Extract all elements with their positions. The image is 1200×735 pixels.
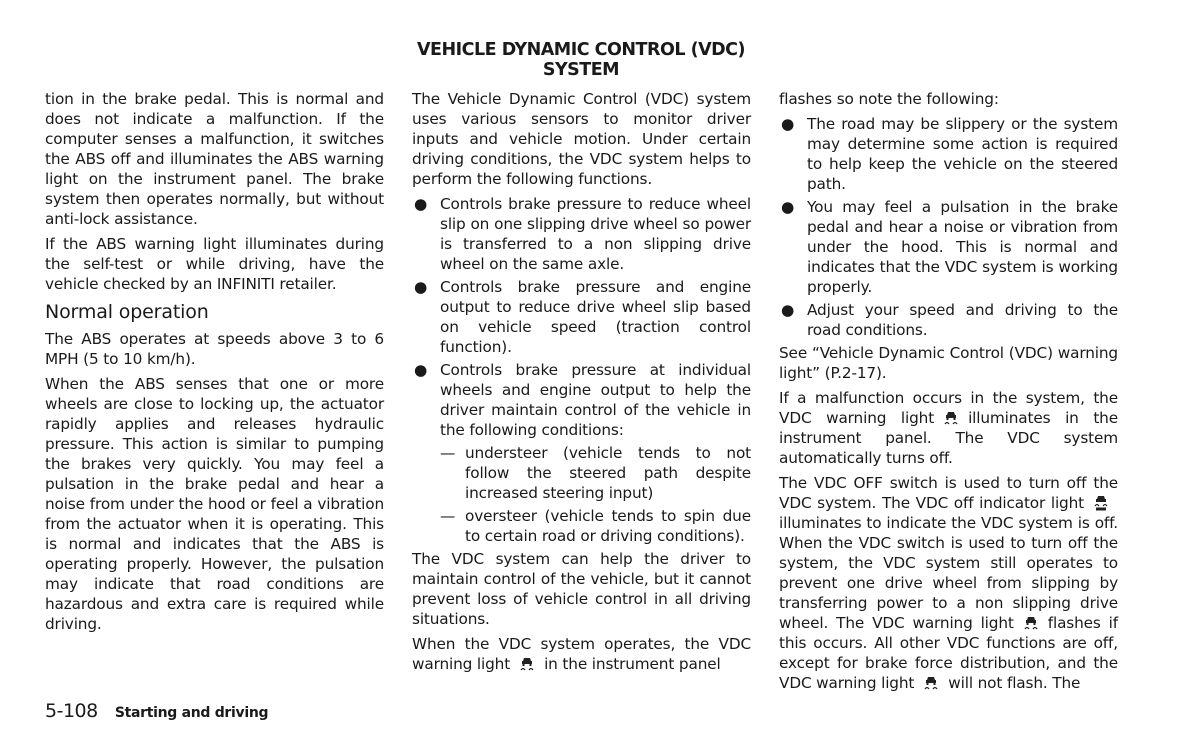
paragraph: The ABS operates at speeds above 3 to 6 MPH (5 to 10 km/h). (45, 330, 384, 368)
text-run: The VDC OFF switch is used to turn off the VDC system. The VDC off indicator light (779, 474, 1118, 512)
column-left (45, 89, 384, 639)
text-run: illuminates to indicate the VDC system is off. When the VDC switch is used to turn off the system, the VDC system still operates to prevent one drive wheel from slipping by transferring power to a non slipping drive wheel. The VDC warning light (779, 514, 1118, 632)
column-middle (412, 89, 751, 679)
text-run: will not flash. The (948, 674, 1081, 692)
page-number: 5-108 (45, 700, 98, 722)
bullet-item (412, 194, 751, 274)
bullet-text: Adjust your speed and driving to the road conditions. (807, 301, 1118, 339)
text-run: If a malfunction occurs in the system, the VDC warning light (779, 389, 1118, 427)
bullet-icon: ● (781, 115, 795, 133)
bullet-item (779, 300, 1118, 340)
bullet-icon: ● (781, 301, 795, 319)
paragraph: When the ABS senses that one or more wheels are close to locking up, the actuator rapidly applies and releases hydraulic pressure. This action is similar to pumping the brakes very quickly. You may feel a pulsation in the brake pedal and hear a noise from under the hood or feel a vibration from the actuator when it is operating. This is normal and indicates that the ABS is operating properly. However, the pulsation may indicate that road conditions are hazardous and extra care is required while driving. (45, 375, 384, 633)
bullet-item (779, 197, 1118, 297)
paragraph: flashes so note the following: (779, 90, 999, 108)
section-heading: Normal operation (45, 301, 209, 323)
vdc-warning-icon (922, 673, 940, 691)
section-name: Starting and driving (114, 705, 269, 721)
bullet-text: The road may be slippery or the system may determine some action is required to help keep the vehicle on the steered path. (807, 115, 1118, 193)
text-run: flashes if this occurs. All other VDC functions are off, except for brake force distribution, and the VDC warning light (779, 614, 1118, 692)
paragraph: See “Vehicle Dynamic Control (VDC) warning light” (P.2-17). (779, 344, 1118, 382)
bullet-text: Controls brake pressure at individual wheels and engine output to help the driver maintain control of the vehicle in the following conditions: (440, 361, 751, 439)
bullet-icon: ● (781, 198, 795, 216)
dash-icon: — (440, 507, 456, 525)
paragraph: The Vehicle Dynamic Control (VDC) system uses various sensors to monitor driver inputs and vehicle motion. Under certain driving conditions, the VDC system helps to perform the following functions. (412, 90, 751, 188)
page-footer (45, 700, 268, 722)
vdc-off-icon (1092, 493, 1110, 511)
vdc-warning-icon (942, 408, 960, 426)
dash-icon: — (440, 444, 456, 462)
text-run: in the instrument panel (544, 655, 721, 673)
paragraph: If the ABS warning light illuminates during the self-test or while driving, have the vehicle checked by an INFINITI retailer. (45, 235, 384, 293)
column-right (779, 89, 1118, 698)
paragraph: tion in the brake pedal. This is normal and does not indicate a malfunction. If the computer senses a malfunction, it switches the ABS off and illuminates the ABS warning light on the instrument panel. The brake system then operates normally, but without anti-lock assistance. (45, 90, 384, 228)
dash-text: understeer (vehicle tends to not follow the steered path despite increased steering input) (465, 444, 751, 502)
bullet-icon: ● (414, 361, 428, 379)
paragraph: The VDC system can help the driver to maintain control of the vehicle, but it cannot prevent loss of vehicle control in all driving situations. (412, 550, 751, 628)
bullet-icon: ● (414, 195, 428, 213)
dash-item (412, 506, 751, 546)
bullet-icon: ● (414, 278, 428, 296)
dash-text: oversteer (vehicle tends to spin due to certain road or driving conditions). (465, 507, 751, 545)
dash-item (412, 443, 751, 503)
paragraph (412, 634, 751, 674)
page-header-title: VEHICLE DYNAMIC CONTROL (VDC) SYSTEM (417, 40, 745, 80)
bullet-text: Controls brake pressure and engine output to reduce drive wheel slip based on vehicle speed (traction control function). (440, 278, 751, 356)
bullet-item (412, 277, 751, 357)
vdc-warning-icon (1022, 613, 1040, 631)
text-run: When the VDC system operates, the VDC warning light (412, 635, 751, 673)
text-run: illuminates in the instrument panel. The VDC system automatically turns off. (779, 409, 1118, 467)
bullet-text: You may feel a pulsation in the brake pedal and hear a noise or vibration from under the hood. This is normal and indicates that the VDC system is working properly. (807, 198, 1118, 296)
bullet-item (412, 360, 751, 440)
paragraph (779, 473, 1118, 693)
vdc-warning-icon (518, 654, 536, 672)
bullet-text: Controls brake pressure to reduce wheel slip on one slipping drive wheel so power is transferred to a non slipping drive wheel on the same axle. (440, 195, 751, 273)
bullet-item (779, 114, 1118, 194)
paragraph (779, 388, 1118, 468)
